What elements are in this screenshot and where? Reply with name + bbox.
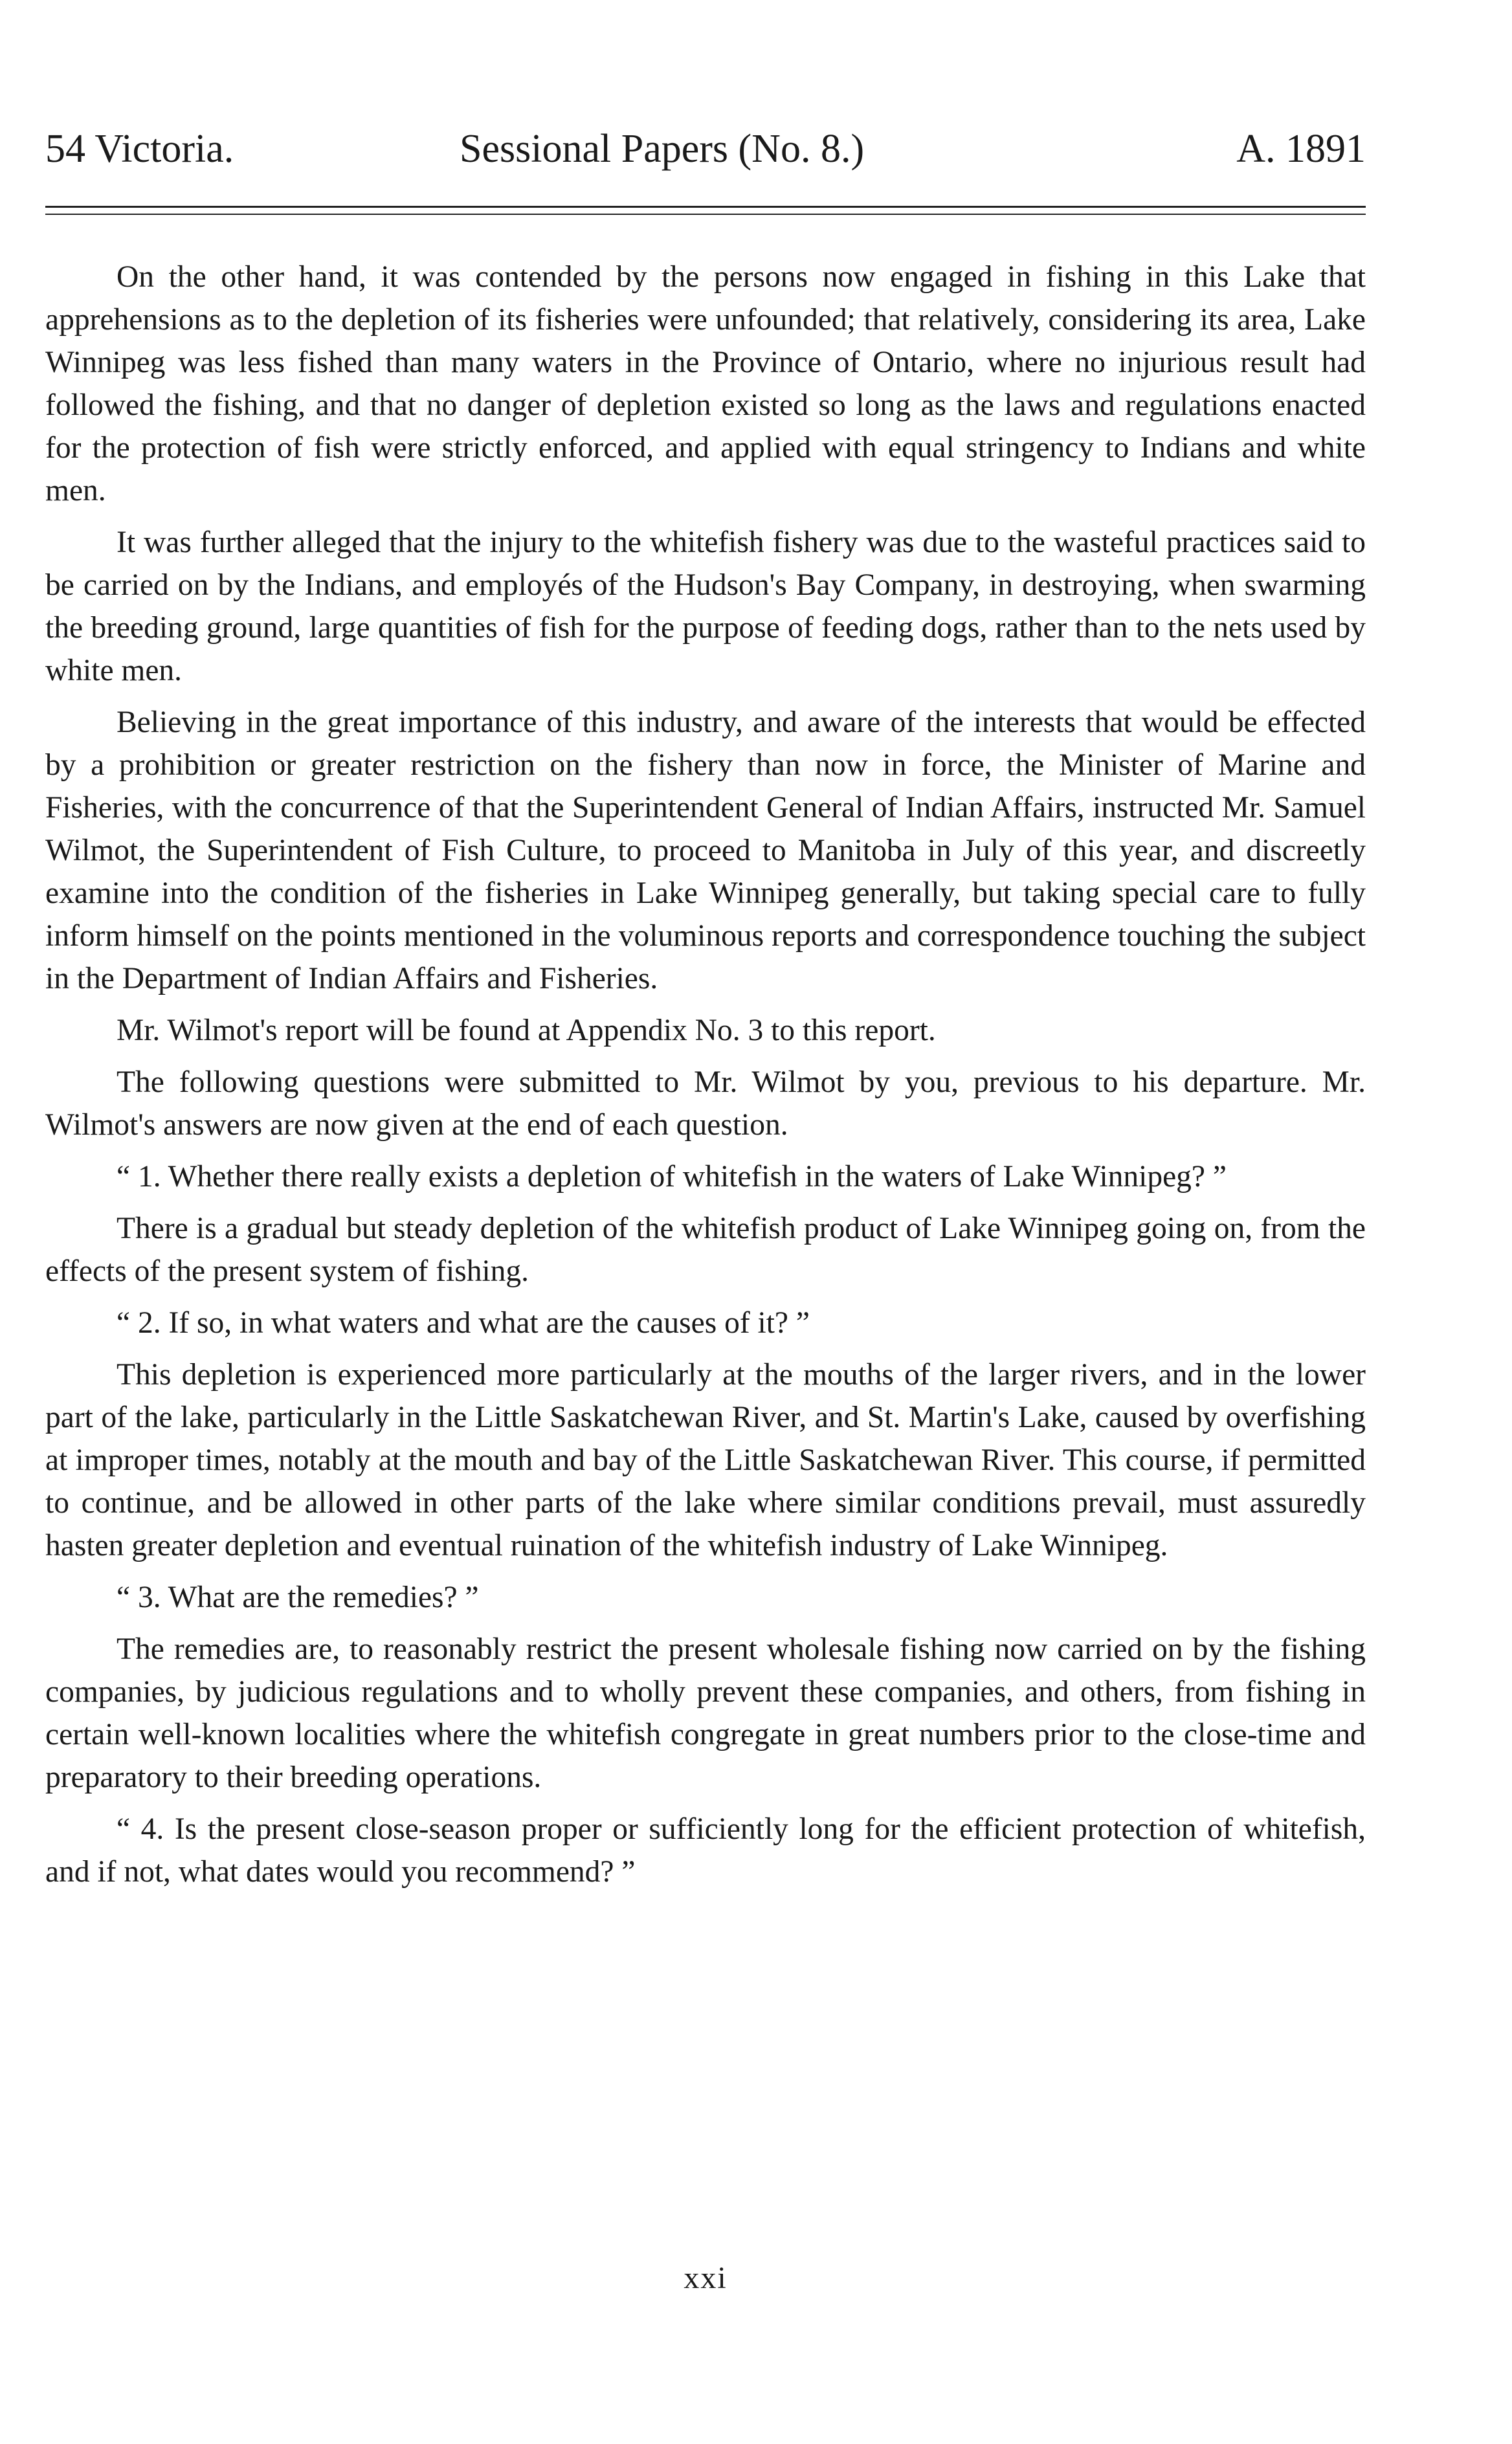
header-title: Sessional Papers (No. 8.) bbox=[460, 127, 865, 171]
answer-paragraph: The remedies are, to reasonably restrict the present wholesale fishing now carried on by the fishing companies, by judicious regulations and to wholly prevent these companies, and others, from fishing in certain well-known localities where the whitefish congregate in great numbers prior to the close-time and preparatory to their breeding operations. bbox=[45, 1632, 1366, 1794]
header-year: A. 1891 bbox=[1236, 127, 1366, 171]
answer-paragraph: This depletion is experienced more particularly at the mouths of the larger rivers, and in the lower part of the lake, particularly in the Little Saskatchewan River, and St. Martin's Lake, caused by overfishing at improper times, notably at the mouth and bay of the Little Saskatchewan River. This course, if permitted to continue, and be allowed in other parts of the lake where similar conditions prevail, must assuredly hasten greater depletion and eventual ruination of the whitefish industry of Lake Winnipeg. bbox=[45, 1358, 1366, 1562]
paragraph: It was further alleged that the injury to the whitefish fishery was due to the wasteful practices said to be carried on by the Indians, and employés of the Hudson's Bay Company, in destroying, when swarming the breeding ground, large quantities of fish for the purpose of feeding dogs, rather than to the nets used by white men. bbox=[45, 526, 1366, 687]
paragraph: On the other hand, it was contended by the persons now engaged in fishing in this Lake that apprehensions as to the depletion of its fisheries were unfounded; that relatively, considering its area, Lake Winnipeg was less fished than many waters in the Province of Ontario, where no injurious result had followed the fishing, and that no danger of depletion existed so long as the laws and regulations enacted for the protection of fish were strictly enforced, and applied with equal stringency to Indians and white men. bbox=[45, 260, 1366, 507]
question-paragraph: “ 3. What are the remedies? ” bbox=[117, 1581, 479, 1614]
page-number: xxi bbox=[684, 2261, 728, 2295]
header-rule-bottom bbox=[45, 214, 1366, 215]
header-session: 54 Victoria. bbox=[45, 127, 234, 171]
body-text bbox=[45, 256, 1366, 1902]
answer-paragraph: There is a gradual but steady depletion of the whitefish product of Lake Winnipeg going on, from the effects of the present system of fishing. bbox=[45, 1212, 1366, 1288]
question-paragraph: “ 2. If so, in what waters and what are the causes of it? ” bbox=[117, 1306, 810, 1340]
paragraph: Believing in the great importance of this industry, and aware of the interests that would be effected by a prohibition or greater restriction on the fishery than now in force, the Minister of Marine and Fisheries, with the concurrence of that the Superintendent General of Indian Affairs, instructed Mr. Samuel Wilmot, the Superintendent of Fish Culture, to proceed to Manitoba in July of this year, and discreetly examine into the condition of the fisheries in Lake Winnipeg generally, but taking special care to fully inform himself on the points mentioned in the voluminous reports and correspondence touching the subject in the Department of Indian Affairs and Fisheries. bbox=[45, 705, 1366, 995]
paragraph: The following questions were submitted to Mr. Wilmot by you, previous to his departure. Mr. Wilmot's answers are now given at the end of each question. bbox=[45, 1065, 1366, 1142]
paragraph: Mr. Wilmot's report will be found at Appendix No. 3 to this report. bbox=[117, 1014, 936, 1047]
question-paragraph: “ 1. Whether there really exists a depletion of whitefish in the waters of Lake Winnipeg? ” bbox=[117, 1160, 1227, 1194]
question-paragraph: “ 4. Is the present close-season proper or sufficiently long for the efficient protection of whitefish, and if not, what dates would you recommend? ” bbox=[45, 1812, 1366, 1889]
header-rule-top bbox=[45, 206, 1366, 208]
running-header bbox=[45, 123, 1366, 175]
